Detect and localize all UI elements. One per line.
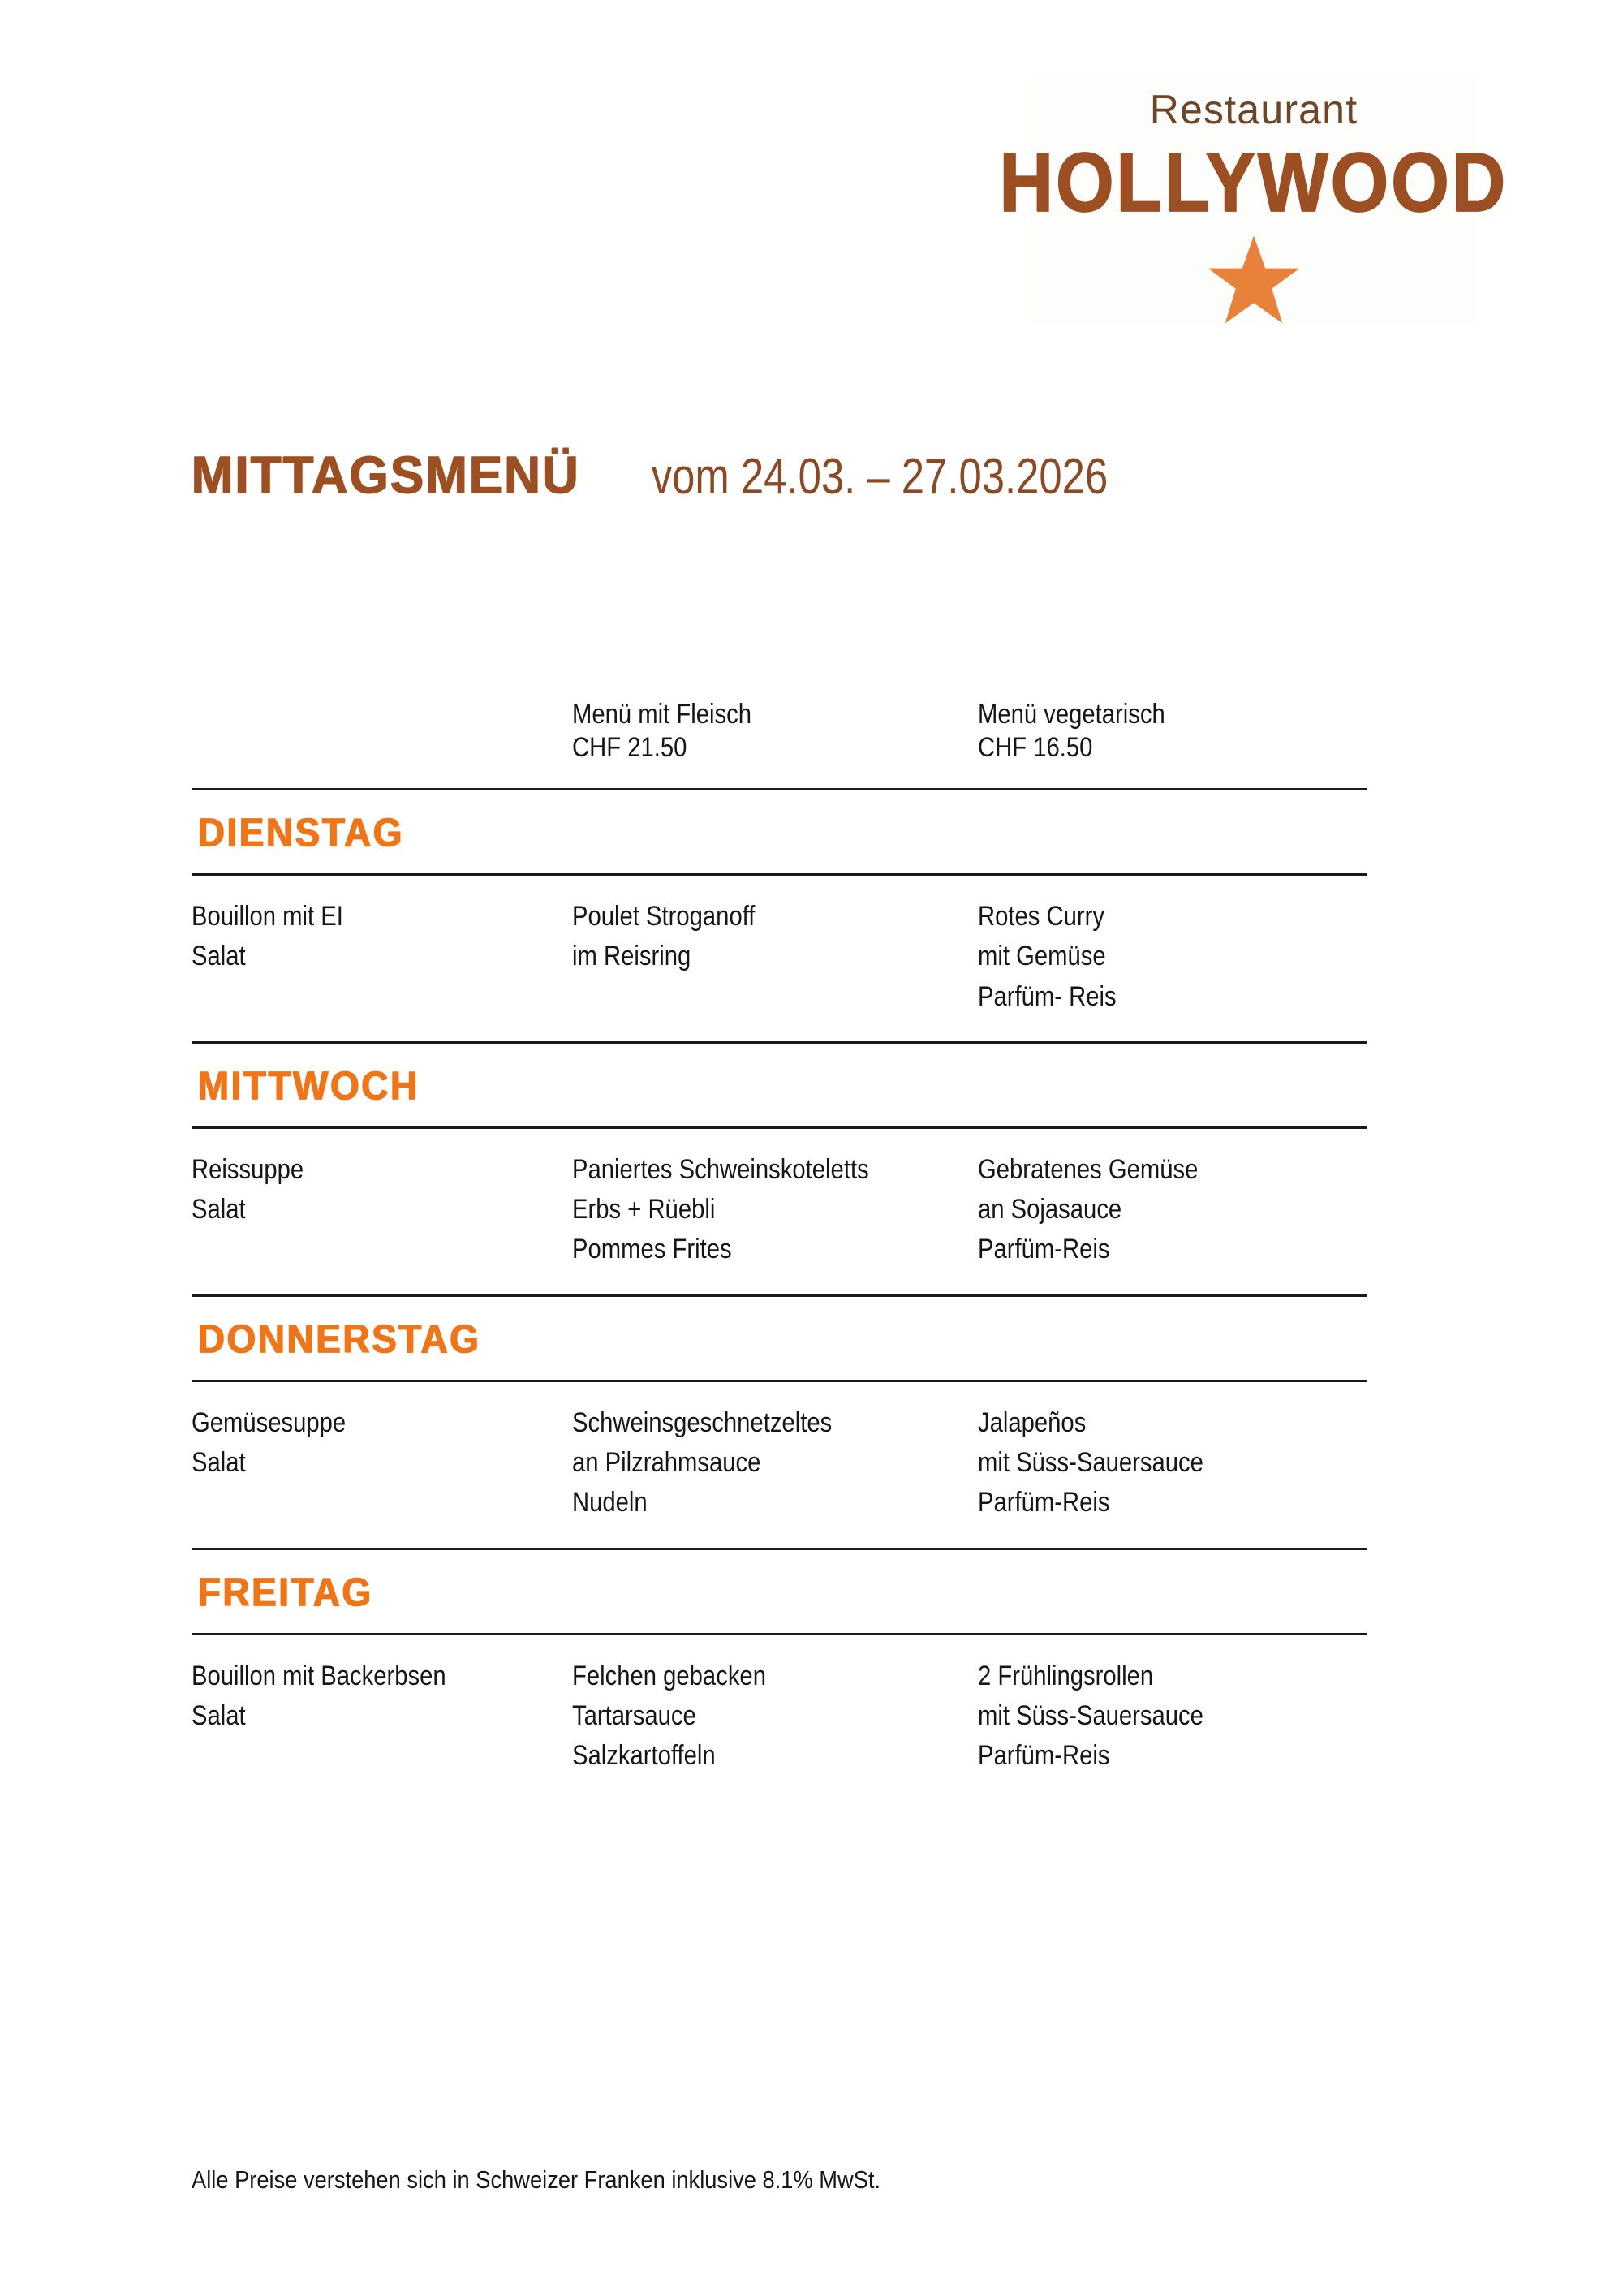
- menu-line: Rotes Curry: [978, 900, 1104, 932]
- menu-cell-meat: [572, 897, 921, 1017]
- menu-days: [192, 788, 1367, 1801]
- day-header-freitag: [192, 1550, 1367, 1633]
- page-title-date-range: vom 24.03. – 27.03.2026: [651, 449, 1109, 505]
- menu-cell-vegetarian: [978, 1403, 1312, 1523]
- menu-row: [192, 1129, 1367, 1294]
- logo-hollywood-wordmark: HOLLYWOOD: [999, 136, 1509, 230]
- menu-cell-starter: [192, 1150, 519, 1270]
- menu-cell-starter: [192, 1656, 519, 1777]
- menu-line: Parfüm-Reis: [978, 1740, 1110, 1772]
- day-name: MITTWOCH: [198, 1062, 420, 1108]
- menu-line: mit Süss-Sauersauce: [978, 1447, 1203, 1479]
- star-icon: [1205, 234, 1302, 326]
- menu-line: im Reisring: [572, 941, 691, 972]
- price-disclaimer: Alle Preise verstehen sich in Schweizer Franken inklusive 8.1% MwSt.: [192, 2165, 881, 2194]
- column-header-meat-price: CHF 21.50: [572, 732, 687, 764]
- logo-restaurant-word: Restaurant: [1149, 87, 1358, 132]
- menu-line: Bouillon mit EI: [192, 900, 343, 932]
- menu-line: Salat: [192, 1699, 246, 1731]
- menu-cell-vegetarian: [978, 1150, 1312, 1270]
- menu-cell-meat: [572, 1150, 921, 1270]
- menu-line: Salat: [192, 1194, 246, 1226]
- column-header-vegetarian-label: Menü vegetarisch: [978, 699, 1165, 730]
- menu-line: Salzkartoffeln: [572, 1740, 716, 1772]
- menu-cell-vegetarian: [978, 897, 1312, 1017]
- menu-line: Pommes Frites: [572, 1234, 732, 1265]
- menu-line: Paniertes Schweinskoteletts: [572, 1153, 869, 1185]
- menu-line: 2 Frühlingsrollen: [978, 1660, 1154, 1691]
- menu-row: [192, 1635, 1367, 1801]
- menu-cell-meat: [572, 1656, 921, 1777]
- day-name: FREITAG: [198, 1569, 373, 1614]
- menu-cell-starter: [192, 897, 519, 1017]
- menu-line: Gemüsesuppe: [192, 1406, 347, 1438]
- menu-cell-vegetarian: [978, 1656, 1312, 1777]
- menu-line: Parfüm- Reis: [978, 980, 1117, 1012]
- menu-line: Reissuppe: [192, 1153, 304, 1185]
- menu-line: Erbs + Rüebli: [572, 1194, 716, 1226]
- menu-column-headers: [192, 698, 1367, 788]
- menu-line: Tartarsauce: [572, 1699, 696, 1731]
- day-header-donnerstag: [192, 1297, 1367, 1380]
- day-name: DIENSTAG: [198, 809, 405, 855]
- menu-line: Poulet Stroganoff: [572, 900, 756, 932]
- menu-line: Gebratenes Gemüse: [978, 1153, 1199, 1185]
- menu-line: Felchen gebacken: [572, 1660, 766, 1691]
- day-header-mittwoch: [192, 1044, 1367, 1126]
- column-header-meat-label: Menü mit Fleisch: [572, 699, 751, 730]
- menu-line: an Pilzrahmsauce: [572, 1447, 761, 1479]
- menu-line: Jalapeños: [978, 1406, 1087, 1438]
- menu-row: [192, 1382, 1367, 1548]
- menu-line: Bouillon mit Backerbsen: [192, 1660, 446, 1691]
- menu-table: [192, 698, 1367, 1801]
- column-header-vegetarian-price: CHF 16.50: [978, 732, 1093, 764]
- menu-line: Salat: [192, 941, 246, 972]
- day-name: DONNERSTAG: [198, 1316, 481, 1361]
- column-header-starter: [192, 698, 572, 765]
- menu-line: Schweinsgeschnetzeltes: [572, 1406, 833, 1438]
- menu-line: Nudeln: [572, 1487, 648, 1518]
- menu-line: mit Süss-Sauersauce: [978, 1699, 1203, 1731]
- menu-line: Salat: [192, 1447, 246, 1479]
- menu-line: mit Gemüse: [978, 941, 1106, 972]
- menu-cell-starter: [192, 1403, 519, 1523]
- menu-line: Parfüm-Reis: [978, 1234, 1110, 1265]
- page-title-main: MITTAGSMENÜ: [192, 446, 580, 505]
- column-header-meat: [572, 698, 978, 765]
- page-title: [192, 448, 1158, 506]
- column-header-vegetarian: [978, 698, 1367, 765]
- day-header-dienstag: [192, 790, 1367, 873]
- menu-line: an Sojasauce: [978, 1194, 1122, 1226]
- menu-line: Parfüm-Reis: [978, 1487, 1110, 1518]
- menu-row: [192, 876, 1367, 1041]
- menu-cell-meat: [572, 1403, 921, 1523]
- restaurant-logo: [999, 75, 1509, 326]
